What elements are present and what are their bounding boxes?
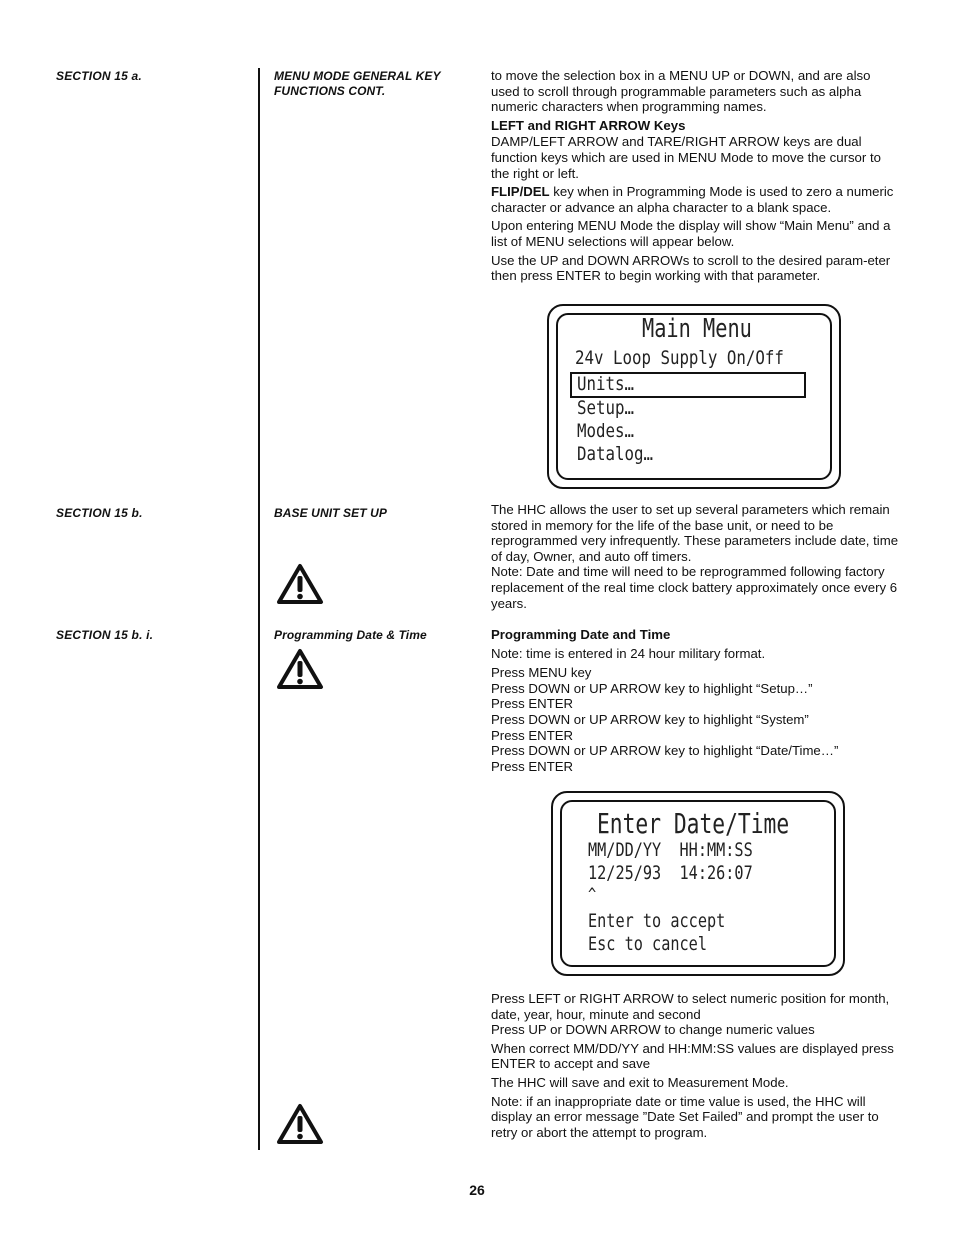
section-title-15bi: Programming Date & Time (274, 628, 427, 642)
paragraph: Note: Date and time will need to be reprogrammed following factory replacement of the real time clock battery approximately once every 6 years. (491, 564, 898, 611)
lcd-menu-item: Modes… (577, 420, 634, 442)
paragraph: DAMP/LEFT ARROW and TARE/RIGHT ARROW keys are dual function keys which are used in MENU Mode to move the cursor to the right or left. (491, 134, 881, 181)
step: Press MENU key (491, 665, 592, 681)
step: Press DOWN or UP ARROW key to highlight “Setup…” (491, 680, 813, 696)
section-15a-text (491, 68, 901, 287)
step: Press ENTER (491, 696, 574, 712)
lcd-menu-item: Units… (577, 373, 634, 395)
warning-icon (276, 1103, 324, 1145)
lcd-format-line: MM/DD/YY HH:MM:SS (588, 839, 753, 861)
page-number: 26 (469, 1182, 485, 1198)
paragraph: Press UP or DOWN ARROW to change numeric values (491, 1022, 815, 1038)
date-time-lcd (551, 791, 845, 976)
heading-programming-date-time: Programming Date and Time (491, 627, 671, 642)
lcd-cursor: ^ (588, 885, 597, 905)
lcd-menu-item: 24v Loop Supply On/Off (575, 347, 784, 369)
lcd-title: Enter Date/Time (597, 807, 790, 840)
paragraph: to move the selection box in a MENU UP or DOWN, and are also used to scroll through programmable parameters such as alpha numeric characters when programming names. (491, 68, 871, 115)
paragraph: Note: if an inappropriate date or time value is used, the HHC will display an error message ”Date Set Failed” and prompt the user to retry or abort the attempt to program. (491, 1093, 879, 1140)
step: Press DOWN or UP ARROW key to highlight “Date/Time…” (491, 743, 839, 759)
section-title-15a (274, 69, 464, 99)
step: Press ENTER (491, 758, 574, 774)
column-divider (258, 68, 260, 1150)
lcd-cancel-line: Esc to cancel (588, 933, 707, 955)
paragraph: The HHC will save and exit to Measurement Mode. (491, 1074, 789, 1090)
lcd-accept-line: Enter to accept (588, 910, 726, 932)
section-title-15b: BASE UNIT SET UP (274, 506, 387, 520)
section-title-15a-line2: FUNCTIONS CONT. (274, 84, 386, 98)
paragraph: The HHC allows the user to set up several parameters which remain stored in memory for the life of the base unit, or need to be reprogrammed very infrequently. These parameters include date, time of day, Owner, and auto off timers. (491, 502, 899, 564)
paragraph: Upon entering MENU Mode the display will show “Main Menu” and a list of MENU selections will appear below. (491, 218, 891, 249)
main-menu-lcd (547, 304, 841, 489)
lcd-title: Main Menu (642, 314, 752, 344)
step: Press ENTER (491, 727, 574, 743)
paragraph: Note: time is entered in 24 hour military format. (491, 645, 766, 661)
section-15b-text (491, 502, 901, 611)
section-label-15a: SECTION 15 a. (56, 69, 142, 83)
paragraph: Use the UP and DOWN ARROWs to scroll to the desired param-eter then press ENTER to begin working with that parameter. (491, 252, 891, 284)
section-title-15a-line1: MENU MODE GENERAL KEY (274, 69, 441, 83)
lcd-value-line: 12/25/93 14:26:07 (588, 862, 753, 884)
warning-icon (276, 563, 324, 605)
flip-del-description: key when in Programming Mode is used to zero a numeric character or advance an alpha character to a blank space. (491, 184, 894, 215)
date-time-instructions (491, 991, 901, 1143)
lcd-menu-item: Setup… (577, 397, 634, 419)
paragraph (491, 184, 901, 215)
paragraph: When correct MM/DD/YY and HH:MM:SS values are displayed press ENTER to accept and save (491, 1040, 894, 1072)
step: Press DOWN or UP ARROW key to highlight “System” (491, 711, 809, 727)
section-15bi-text (491, 627, 901, 774)
lcd-menu-item: Datalog… (577, 443, 653, 465)
section-label-15b: SECTION 15 b. (56, 506, 143, 520)
flip-del-key-name: FLIP/DEL (491, 184, 550, 200)
paragraph: Press LEFT or RIGHT ARROW to select numeric position for month, date, year, hour, minute and second (491, 991, 890, 1022)
heading-arrow-keys: LEFT and RIGHT ARROW Keys (491, 117, 686, 133)
section-label-15bi: SECTION 15 b. i. (56, 628, 154, 642)
warning-icon (276, 648, 324, 690)
